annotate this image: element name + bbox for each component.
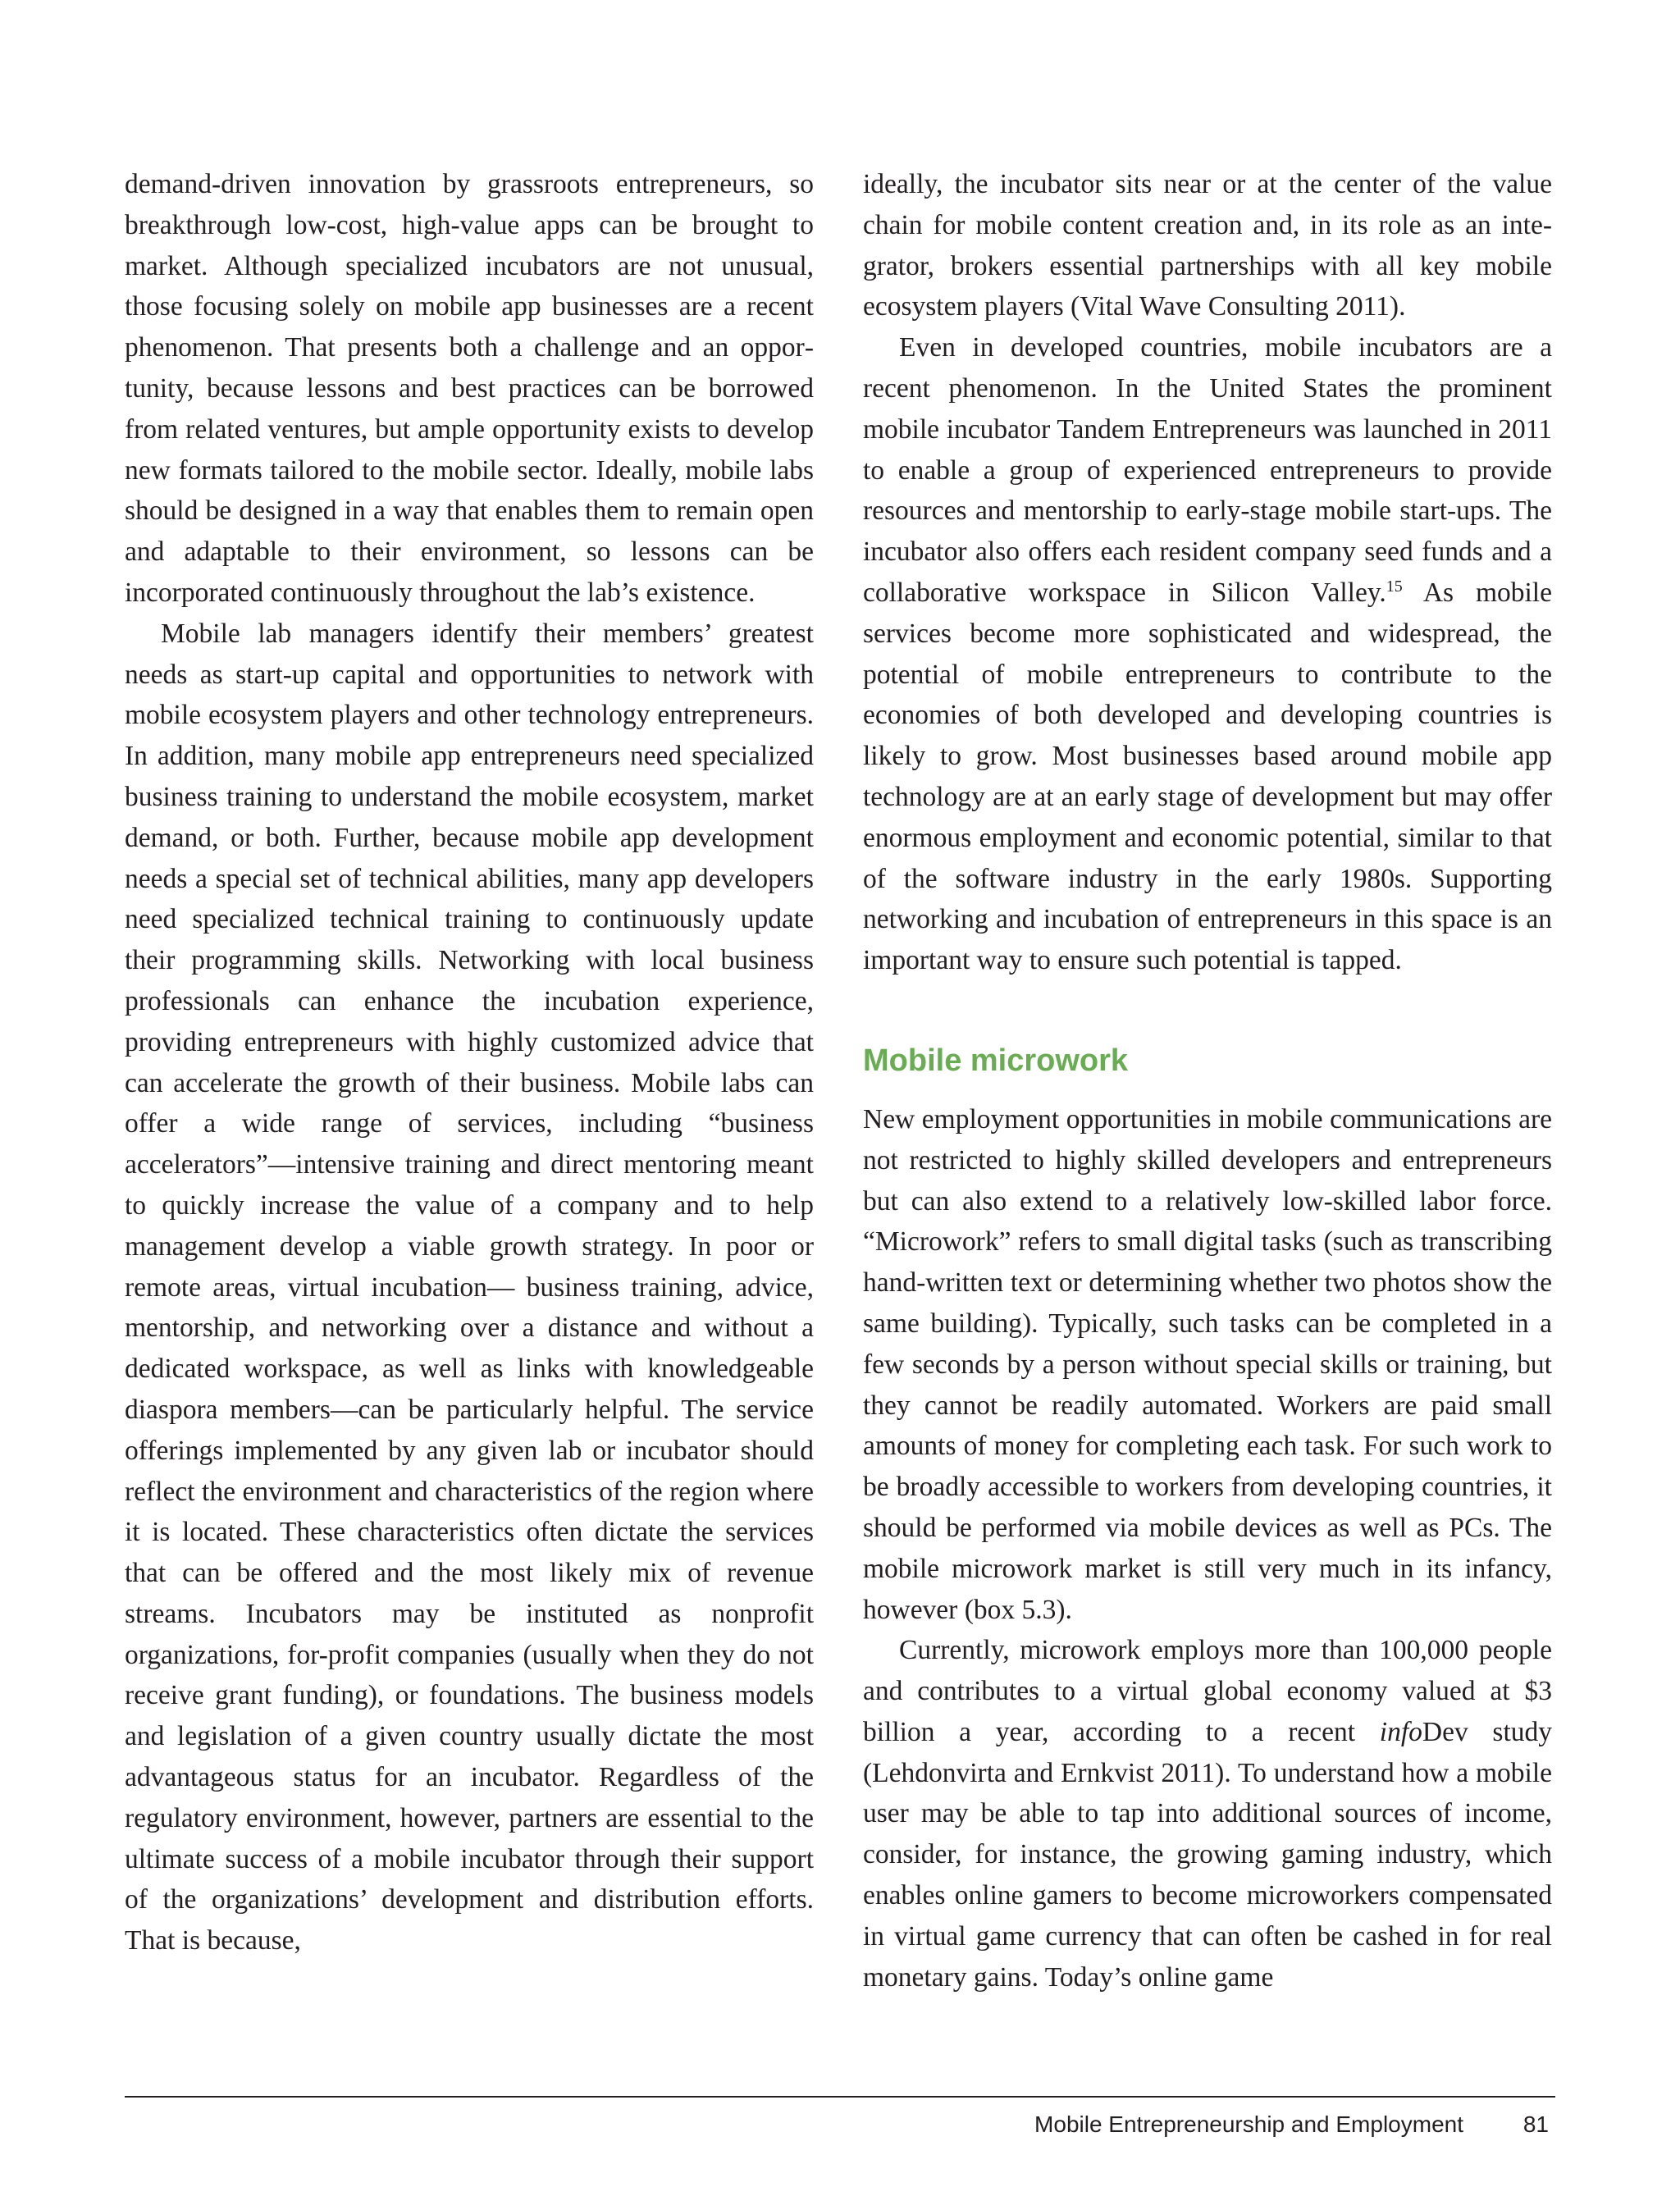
right-paragraph-1: ideally, the incubator sits near or at the center of the value chain for mobile content creation and, in its role as an integrator, brokers essential partnerships with all key mobile ecosystem players (Vital Wave Consulting 2011). [863,169,1552,322]
section-heading: Mobile microwork [863,1043,1129,1078]
footer-title: Mobile Entrepreneurship and Employment [1034,2111,1463,2137]
right-paragraph-4-part-b: Dev study (Lehdonvirta and Ernkvist 2011). To understand how a mobile user may be able to tap into additional sources of income, consider, for instance, the growing gaming industry, which enables online gamers to become microworkers compensated in virtual game currency that can often be cashed in for real monetary gains. Today’s online game [863,1716,1552,1993]
right-paragraph-3: New employment opportunities in mobile communications are not restricted to highly skilled developers and entrepreneurs but can also extend to a relatively low-skilled labor force. “Microwork” refers to small digital tasks (such as transcribing hand-written text or determining whether two photos show the same building). Typically, such tasks can be completed in a few seconds by a person without special skills or training, but they cannot be readily automated. Workers are paid small amounts of money for completing each task. For such work to be broadly accessible to workers from developing countries, it should be performed via mobile devices as well as PCs. The mobile microwork market is still very much in its infancy, however (box 5.3). [863,1103,1552,1625]
right-column [863,164,1552,1997]
right-paragraph-2-part-a: Even in developed countries, mobile incubators are a recent phenomenon. In the United States the prominent mobile incubator Tandem Entrepreneurs was launched in 2011 to enable a group of experienced entrepreneurs to provide resources and mentorship to early-stage mobile start-ups. The incubator also offers each resident company seed funds and a collaborative workspace in Silicon Valley. [863,332,1552,608]
page-number: 81 [1522,2111,1549,2137]
footnote-marker: 15 [1386,577,1403,596]
right-paragraph-4-part-a: Currently, microwork employs more than 100,000 people and contributes to a virtual global economy valued at $3 billion a year, according to a recent [863,1635,1552,1747]
left-column [125,164,814,1961]
left-paragraph-1: demand-driven innovation by grassroots entrepreneurs, so breakthrough low-cost, high-value apps can be brought to market. Although specialized incubators are not unusual, those focusing solely on mobile app businesses are a recent phenomenon. That presents both a challenge and an opportunity, because lessons and best practices can be borrowed from related ventures, but ample opportunity exists to develop new formats tailored to the mobile sector. Ideally, mobile labs should be designed in a way that enables them to remain open and adaptable to their environment, so lessons can be incorporated continuously throughout the lab’s existence. [125,169,814,608]
right-paragraph-2-part-b: As mobile services become more sophisticated and widespread, the potential of mobile entrepreneurs to contribute to the economies of both developed and developing countries is likely to grow. Most businesses based around mobile app technology are at an early stage of development but may offer enormous employment and economic potential, similar to that of the software industry in the early 1980s. Supporting networking and incubation of entrepreneurs in this space is an important way to ensure such potential is tapped. [863,577,1552,976]
right-paragraph-2 [863,327,1552,981]
footer-divider [125,2096,1555,2098]
right-paragraph-4 [863,1630,1552,1997]
page-footer [125,2111,1555,2144]
infodev-italic: info [1379,1716,1422,1747]
left-paragraph-2: Mobile lab managers identify their members’ greatest needs as start-up capital and opportunities to network with mobile ecosystem players and other technology entrepreneurs. In addition, many mobile app entrepreneurs need specialized business training to understand the mobile ecosystem, market demand, or both. Further, because mobile app development needs a special set of technical abilities, many app developers need specialized technical training to continuously update their programming skills. Networking with local business professionals can enhance the incubation experience, providing entrepreneurs with highly customized advice that can accelerate the growth of their business. Mobile labs can offer a wide range of services, including “business accelerators”—intensive training and direct mentoring meant to quickly increase the value of a company and to help management develop a viable growth strategy. In poor or remote areas, virtual incubation— business training, advice, mentorship, and networking over a distance and without a dedicated workspace, as well as links with knowledgeable diaspora members—can be particularly helpful. The service offerings implemented by any given lab or incubator should reflect the environment and characteristics of the region where it is located. These characteristics often dictate the services that can be offered and the most likely mix of revenue streams. Incubators may be instituted as nonprofit organizations, for-profit companies (usually when they do not receive grant funding), or foundations. The business models and legislation of a given country usually dictate the most advantageous status for an incubator. Regardless of the regulatory environment, however, partners are essential to the ultimate success of a mobile incubator through their support of the organizations’ development and distribution efforts. That is because, [125,618,814,1956]
